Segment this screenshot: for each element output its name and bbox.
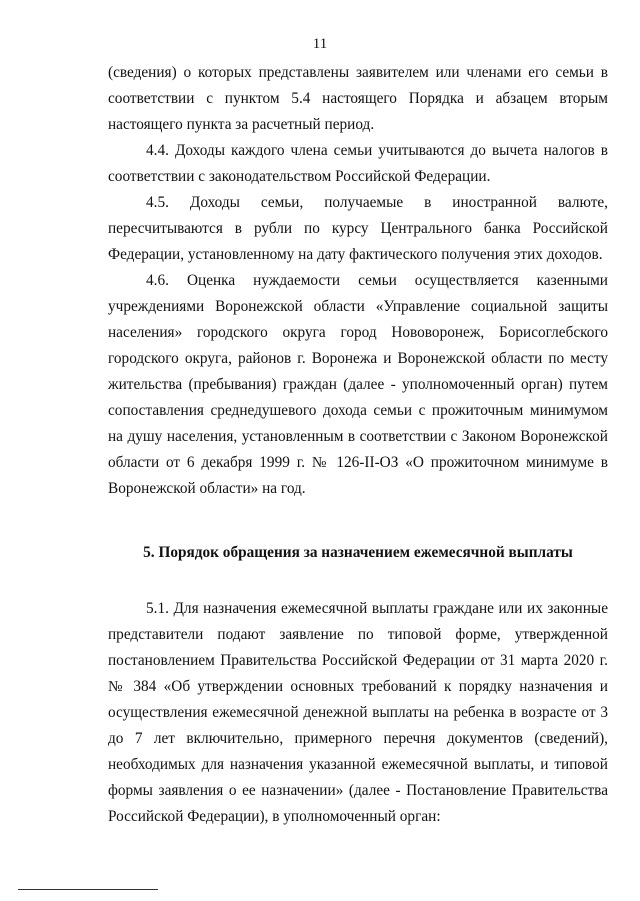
paragraph-continuation: (сведения) о которых представлены заявителем или членами его семьи в соответствии с пунктом 5.4 настоящего Порядка и абзацем вторым настоящего пункта за расчетный период. bbox=[108, 64, 608, 133]
paragraph-4-4: 4.4. Доходы каждого члена семьи учитываются до вычета налогов в соответствии с законодательством Российской Федерации. bbox=[108, 142, 608, 185]
paragraph-4-6: 4.6. Оценка нуждаемости семьи осуществляется казенными учреждениями Воронежской области «Управление социальной защиты населения» городского округа город Нововоронеж, Борисоглебского городского округа, районов г. Воронежа и Воронежской области по месту жительства (пребывания) граждан (далее - уполномоченный орган) путем сопоставления среднедушевого дохода семьи с прожиточным минимумом на душу населения, установленным в соответствии с Законом Воронежской области от 6 декабря 1999 г. № 126-II-ОЗ «О прожиточном минимуме в Воронежской области» на год. bbox=[108, 272, 608, 497]
page-number: 11 bbox=[312, 36, 328, 52]
footer-rule bbox=[18, 889, 158, 890]
section-5-heading: 5. Порядок обращения за назначением ежемесячной выплаты bbox=[143, 544, 573, 561]
paragraph-4-5: 4.5. Доходы семьи, получаемые в иностранной валюте, пересчитываются в рубли по курсу Центрального банка Российской Федерации, установленному на дату фактического получения этих доходов. bbox=[108, 194, 608, 263]
paragraph-5-1: 5.1. Для назначения ежемесячной выплаты граждане или их законные представители подают заявление по типовой форме, утвержденной постановлением Правительства Российской Федерации от 31 марта 2020 г. № 384 «Об утверждении основных требований к порядку назначения и осуществления ежемесячной денежной выплаты на ребенка в возрасте от 3 до 7 лет включительно, примерного перечня документов (сведений), необходимых для назначения указанной ежемесячной выплаты, и типовой формы заявления о ее назначении» (далее - Постановление Правительства Российской Федерации), в уполномоченный орган: bbox=[108, 600, 608, 825]
document-body bbox=[108, 60, 608, 830]
